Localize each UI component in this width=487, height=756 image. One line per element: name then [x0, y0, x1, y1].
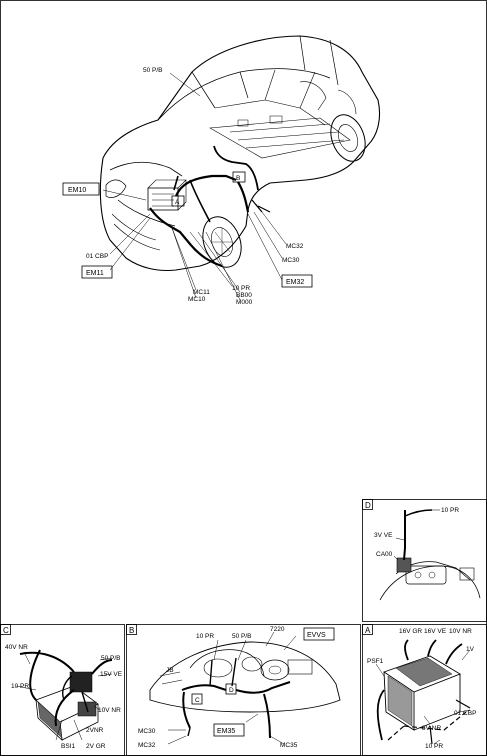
panel-b-label-evvs: EVVS: [307, 632, 326, 639]
panel-b-letter: B: [129, 626, 135, 635]
panel-a-label-16v-gr: 16V GR: [399, 628, 423, 635]
panel-b-label-c: C: [195, 697, 200, 704]
detail-panel-a: [363, 625, 487, 756]
panel-a-label-1v: 1V: [466, 646, 474, 653]
panel-d-letter: D: [365, 501, 371, 510]
panel-c-label-10-pr: 10 PR: [11, 683, 30, 690]
label-10-pr: 10 PR: [232, 285, 251, 292]
panel-b-label-50-pb: 50 P/B: [232, 633, 252, 640]
label-50-pb: 50 P/B: [143, 67, 163, 74]
label-em11: EM11: [86, 270, 104, 277]
label-bb00: BB00: [236, 292, 252, 299]
panel-b-label-mc30: MC30: [138, 728, 156, 735]
panel-a-label-01-cbp: 01 CBP: [454, 710, 477, 717]
label-mc30: MC30: [282, 257, 300, 264]
pin-a-label: A: [175, 199, 180, 206]
label-m000: M000: [236, 299, 253, 306]
detail-panel-c: [1, 625, 125, 756]
label-mc32: MC32: [286, 243, 304, 250]
pin-b-label: B: [236, 175, 241, 182]
main-car-view: [63, 36, 380, 306]
panel-c-label-40v-nr: 40V NR: [5, 644, 28, 651]
panel-a-label-8v-nr: 8V NR: [422, 725, 442, 732]
label-em32: EM32: [286, 279, 305, 286]
panel-c-label-15v-ve: 15V VE: [100, 671, 123, 678]
panel-c-label-bsi1: BSI1: [61, 743, 76, 750]
panel-a-label-10-pr: 10 PR: [425, 743, 444, 750]
panel-b-label-em35: EM35: [217, 728, 236, 735]
label-em10: EM10: [68, 187, 87, 194]
panel-c-label-2v-gr: 2V GR: [86, 743, 106, 750]
panel-d-label-3v-ve: 3V VE: [374, 532, 393, 539]
label-mc11: MC11: [193, 289, 210, 296]
panel-a-label-16v-ve: 16V VE: [424, 628, 447, 635]
panel-b-label-10-pr: 10 PR: [196, 633, 215, 640]
panel-c-label-2vnr: 2VNR: [86, 727, 104, 734]
panel-b-label-mc35: MC35: [280, 742, 298, 749]
panel-a-label-10v-nr: 10V NR: [449, 628, 472, 635]
panel-c-label-10v-nr: 10V NR: [98, 707, 121, 714]
panel-c-label-50-pb: 50 P/B: [101, 655, 121, 662]
panel-a-label-psf1: PSF1: [367, 658, 384, 665]
label-mc10: MC10: [188, 296, 206, 303]
panel-c-letter: C: [3, 626, 9, 635]
panel-a-letter: A: [365, 626, 371, 635]
panel-d-label-10-pr: 10 PR: [441, 507, 460, 514]
panel-b-label-7220: 7220: [270, 626, 285, 633]
panel-d-label-ca00: CA00: [376, 551, 393, 558]
panel-b-label-jb: JB: [166, 667, 174, 674]
panel-b-label-mc32: MC32: [138, 742, 156, 749]
detail-panel-b: [127, 625, 361, 756]
detail-panel-d: [363, 500, 487, 622]
label-01-cbp: 01 CBP: [86, 253, 109, 260]
panel-b-label-d: D: [229, 687, 234, 694]
